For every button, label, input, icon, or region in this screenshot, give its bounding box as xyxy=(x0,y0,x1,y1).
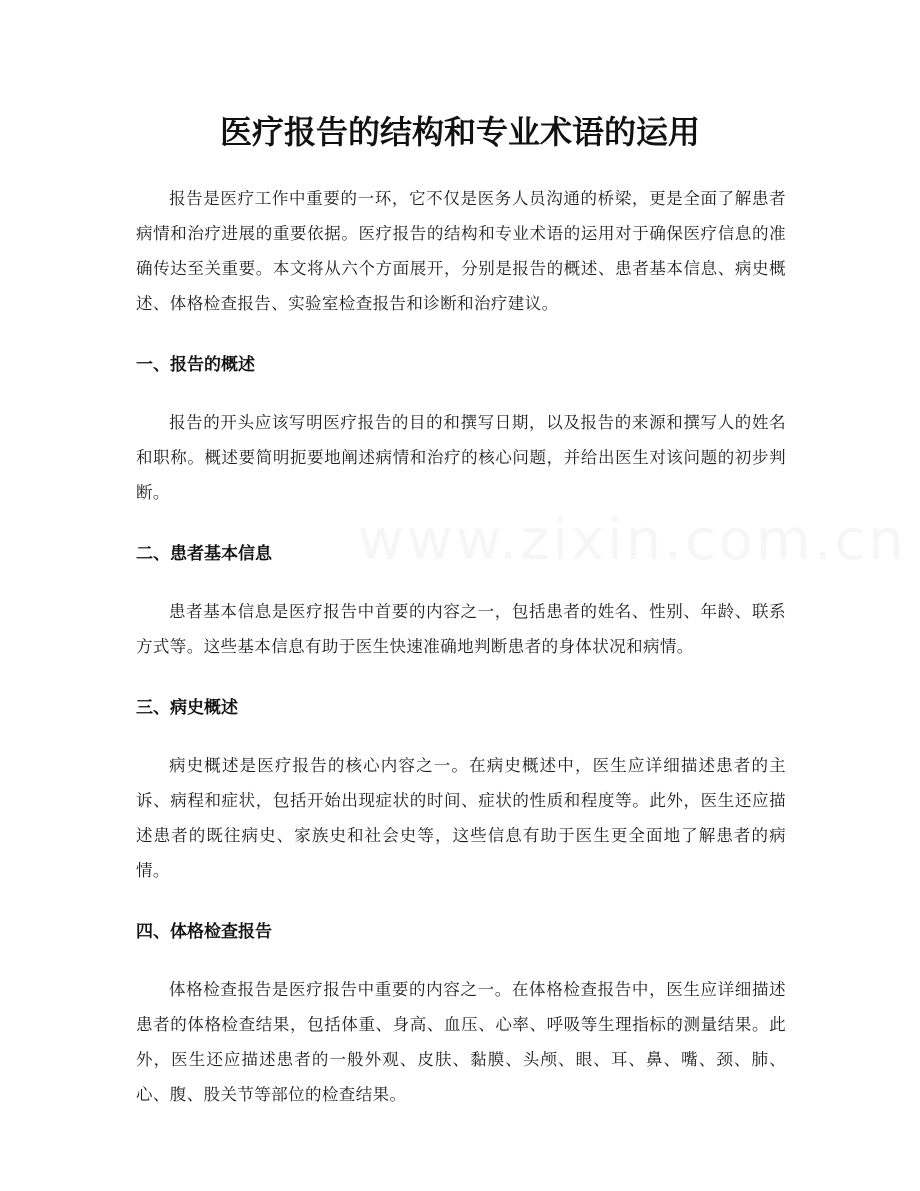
section-paragraph: 报告的开头应该写明医疗报告的目的和撰写日期，以及报告的来源和撰写人的姓名和职称。概述要简明扼要地阐述病情和治疗的核心问题，并给出医生对该问题的初步判断。 xyxy=(136,413,786,502)
section-heading: 一、报告的概述 xyxy=(136,355,255,375)
page-title: 医疗报告的结构和专业术语的运用 xyxy=(219,113,700,151)
section-history xyxy=(136,693,786,888)
section-physical-exam xyxy=(136,917,786,1112)
section-paragraph: 体格检查报告是医疗报告中重要的内容之一。在体格检查报告中，医生应详细描述患者的体格检查结果，包括体重、身高、血压、心率、呼吸等生理指标的测量结果。此外，医生还应描述患者的一般外观、皮肤、黏膜、头颅、眼、耳、鼻、嘴、颈、肺、心、腹、股关节等部位的检查结果。 xyxy=(136,980,786,1104)
section-heading: 二、患者基本信息 xyxy=(136,544,272,564)
section-heading: 四、体格检查报告 xyxy=(136,922,272,942)
section-paragraph: 患者基本信息是医疗报告中首要的内容之一，包括患者的姓名、性别、年龄、联系方式等。这些基本信息有助于医生快速准确地判断患者的身体状况和病情。 xyxy=(136,602,786,656)
section-paragraph: 病史概述是医疗报告的核心内容之一。在病史概述中，医生应详细描述患者的主诉、病程和症状，包括开始出现症状的时间、症状的性质和程度等。此外，医生还应描述患者的既往病史、家族史和社会史等，这些信息有助于医生更全面地了解患者的病情。 xyxy=(136,756,786,880)
document-body xyxy=(136,181,786,1112)
intro-paragraph: 报告是医疗工作中重要的一环，它不仅是医务人员沟通的桥梁，更是全面了解患者病情和治疗进展的重要依据。医疗报告的结构和专业术语的运用对于确保医疗信息的准确传达至关重要。本文将从六个方面展开，分别是报告的概述、患者基本信息、病史概述、体格检查报告、实验室检查报告和诊断和治疗建议。 xyxy=(136,189,786,313)
section-patient-info xyxy=(136,539,786,664)
section-overview xyxy=(136,350,786,510)
section-heading: 三、病史概述 xyxy=(136,698,238,718)
